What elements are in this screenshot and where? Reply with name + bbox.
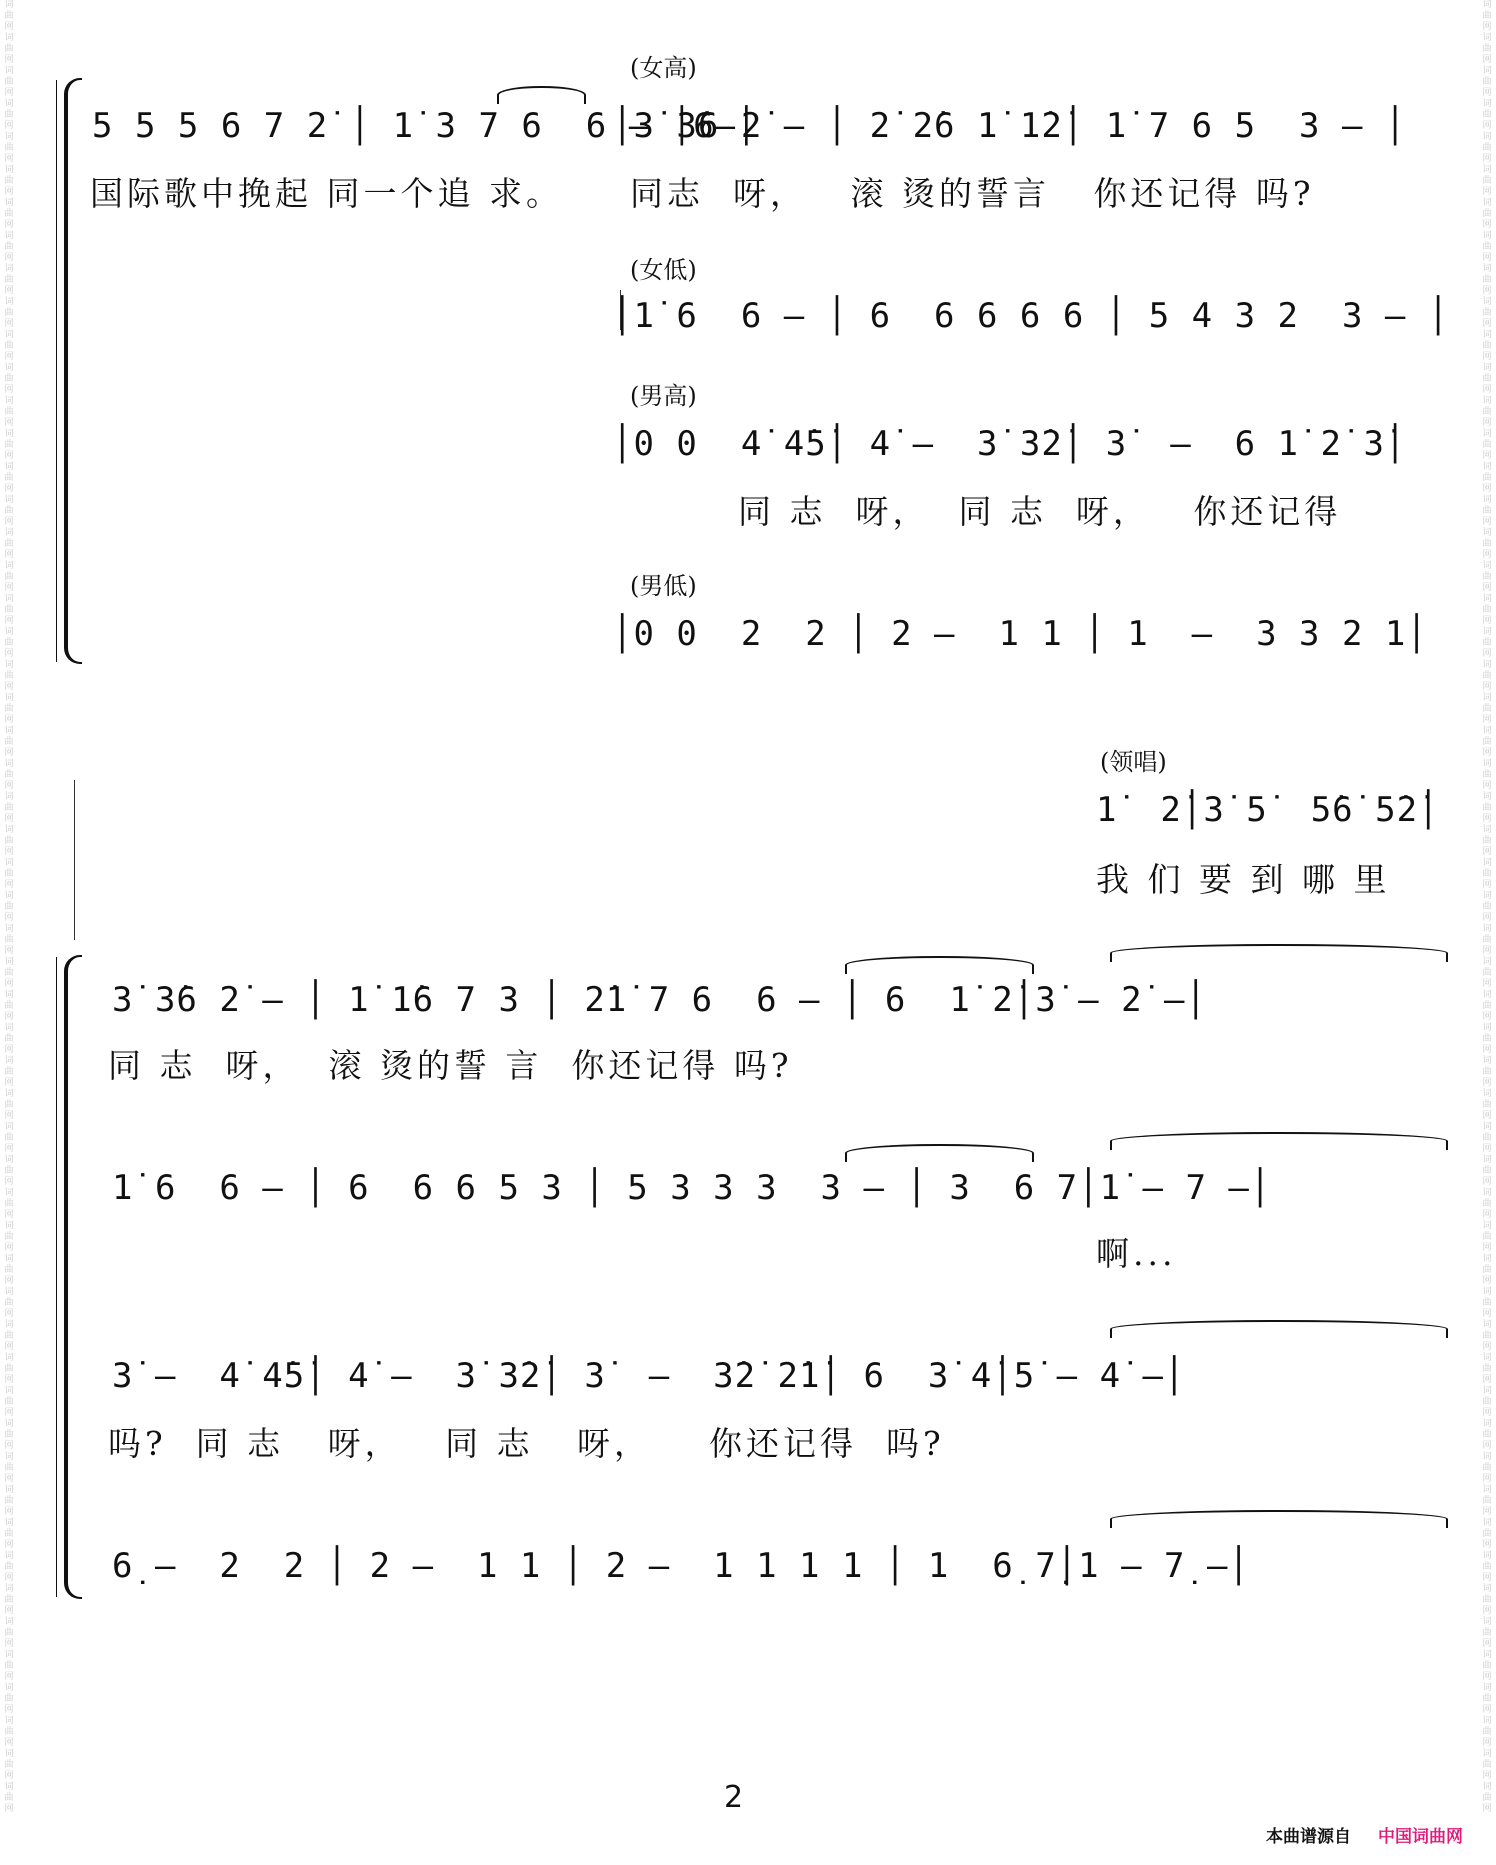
system1-bass-notes: │0 0 2 2 │ 2 – 1 1 │ 1 – 3 3 2 1│ [612,614,1428,654]
system1-tenor-lyrics: 同 志 呀， 同 志 呀， 你还记得 [738,492,1342,531]
system2-soprano-lyrics: 同 志 呀， 滚 烫的誓 言 你还记得 吗? [108,1046,793,1085]
system2-left-barline [74,780,75,940]
tie-mark [497,86,586,104]
system1-soprano-lyrics: 同志 呀， 滚 烫的誓言 你还记得 吗? [630,174,1315,213]
system2-lead-notes: 1̇ 2̇│3̇ 5̇ 5̇6̇ 5̇2̇│ [1096,790,1440,830]
tie-mark [1110,944,1448,962]
system2-alto-notes: 1̇ 6 6 – │ 6 6 6 5 3 │ 5 3 3 3 3 – │ 3 6 7│1̇ – 7 –│ [112,1168,1272,1208]
system2-soprano-notes: 3̇ 3̇6 2̇ – │ 1̇ 1̇6 7 3 │ 2̇1̇ 7 6 6 – │ 6 1̇ 2̇│3̇ – 2̇ –│ [112,980,1207,1020]
soprano-label: (女高) [630,54,697,82]
bass-label: (男低) [630,572,697,600]
tie-mark [1110,1132,1448,1150]
system1-soprano-notes: │3̇ 3̇6 2̇ – │ 2̇ 2̇6 1̇ 1̇2̇│ 1̇ 7 6 5 3 – │ [612,106,1407,146]
system1-alto-notes: │1̇ 6 6 – │ 6 6 6 6 6 │ 5 4 3 2 3 – │ [612,296,1450,336]
system1-lead-lyrics: 国际歌中挽起 同一个追 求。 [90,174,563,213]
tie-mark [1110,1510,1448,1528]
system1-brace [64,78,82,664]
system2-alto-lyrics: 啊... [1096,1234,1177,1273]
tie-mark [845,956,1034,974]
alto-label: (女低) [630,256,697,284]
tie-mark [1110,1320,1448,1338]
system2-tenor-lyrics: 吗? 同 志 呀， 同 志 呀， 你还记得 吗? [108,1424,945,1463]
page-number: 2 [724,1780,744,1815]
footer-source-label: 本曲谱源自 [1266,1827,1351,1847]
system2-lead-lyrics: 我 们 要 到 哪 里 [1096,860,1391,899]
system1-lead-notes: 5 5 5 6 7 2̇ │ 1̇ 3 7 6 6 – │6–│ [92,106,758,146]
lead-singer-label: (领唱) [1100,748,1167,776]
system2-tenor-notes: 3̇ – 4̇ 4̇5̇│ 4̇ – 3̇ 3̇2̇│ 3̇ – 3̇2̇ 2̇1̇│ 6 3̇ 4̇│5̇ – 4̇ –│ [112,1356,1186,1396]
watermark-strip-right: 词曲网词曲网词曲网词曲网词曲网词曲网词曲网词曲网词曲网词曲网词曲网词曲网词曲网词曲网词曲网词曲网词曲网词曲网词曲网词曲网词曲网词曲网词曲网词曲网词曲网词曲网词曲网词曲网词曲网词曲网词曲网词曲网词曲网词曲网词曲网词曲网词曲网词曲网词曲网词曲网词曲网词曲网词曲网词曲网词曲网词曲网词曲网词曲网词曲网词曲网词曲网词曲网词曲网词曲网词曲网 [1482,0,1492,1814]
footer-source-site: 中国词曲网 [1378,1827,1463,1847]
tie-mark [845,1144,1034,1162]
system2-bass-notes: 6̣ – 2 2 │ 2 – 1 1 │ 2 – 1 1 1 1 │ 1 6̣ 7̣│1 – 7̣ –│ [112,1546,1250,1586]
watermark-strip-left: 词曲网词曲网词曲网词曲网词曲网词曲网词曲网词曲网词曲网词曲网词曲网词曲网词曲网词曲网词曲网词曲网词曲网词曲网词曲网词曲网词曲网词曲网词曲网词曲网词曲网词曲网词曲网词曲网词曲网词曲网词曲网词曲网词曲网词曲网词曲网词曲网词曲网词曲网词曲网词曲网词曲网词曲网词曲网词曲网词曲网词曲网词曲网词曲网词曲网词曲网词曲网词曲网词曲网词曲网词曲网 [4,0,14,1814]
system1-tenor-notes: │0 0 4̇ 4̇5̇│ 4̇ – 3̇ 3̇2̇│ 3̇ – 6 1̇ 2̇ 3̇│ [612,424,1407,464]
tenor-label: (男高) [630,382,697,410]
system2-brace [64,955,82,1599]
